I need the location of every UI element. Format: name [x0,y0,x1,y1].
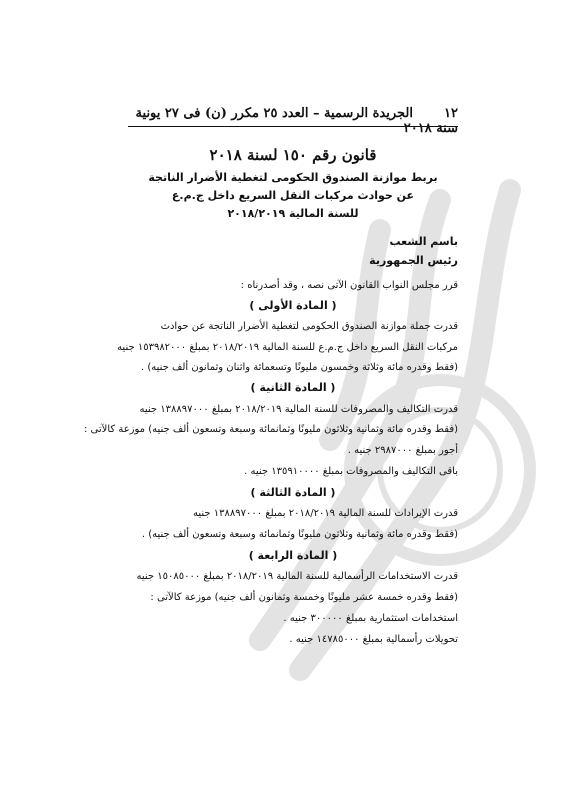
article-line: باقى التكاليف والمصروفات بمبلغ ١٣٥٩١٠٠٠٠ جنيه . [244,466,458,477]
running-header [128,106,458,136]
article-line: قدرت التكاليف والمصروفات للسنة المالية ٢٠١٨/٢٠١٩ بمبلغ ١٣٨٨٩٧٠٠٠ جنيه [139,404,458,415]
article-line: قدرت جملة موازنة الصندوق الحكومى لتغطية الأضرار الناتجة عن حوادث [160,321,458,332]
article-line: قدرت الاستخدامات الرأسمالية للسنة المالية ٢٠١٨/٢٠١٩ بمبلغ ١٥٠٨٥٠٠٠ جنيه [136,571,458,582]
president-heading: رئيس الجمهورية [369,254,458,267]
header-rule [128,126,458,127]
law-subtitle-line: للسنة المالية ٢٠١٨/٢٠١٩ [227,207,359,220]
law-title: قانون رقم ١٥٠ لسنة ٢٠١٨ [209,146,377,164]
article-line: (فقط وقدره مائة وثلاثة وخمسون مليونًا وتسعمائة واثنان وثمانون ألف جنيه) . [141,362,458,373]
article-line: مركبات النقل السريع داخل ج.م.ع للسنة المالية ٢٠١٨/٢٠١٩ بمبلغ ١٥٣٩٨٢٠٠٠ جنيه [117,342,458,353]
law-subtitle-line: عن حوادث مركبات النقل السريع داخل ج.م.ع [171,189,415,202]
article-line: استخدامات استثمارية بمبلغ ٣٠٠٠٠٠ جنيه . [283,613,458,624]
preamble: قرر مجلس النواب القانون الآتى نصه ، وقد أصدرناه : [240,280,458,291]
article-line: (فقط وقدره مائة وثمانية وثلاثون مليونًا وثمانمائة وسبعة وتسعون ألف جنيه) موزعة كالآتى : [84,424,458,435]
article-line: (فقط وقدره مائة وثمانية وثلاثون مليونًا وثمانمائة وسبعة وتسعون ألف جنيه) . [141,529,458,540]
article-heading: ( المادة الثانية ) [250,381,336,394]
article-heading: ( المادة الأولى ) [249,299,337,312]
article-line: (فقط وقدره خمسة عشر مليونًا وخمسة وثمانون ألف جنيه) موزعة كالآتى : [150,592,458,603]
article-line: تحويلات رأسمالية بمبلغ ١٤٧٨٥٠٠٠ جنيه . [289,634,458,645]
law-subtitle-line: بربط موازنة الصندوق الحكومى لتغطية الأضرار الناتجة [148,171,438,184]
article-heading: ( المادة الرابعة ) [248,549,338,562]
running-title: الجريدة الرسمية – العدد ٢٥ مكرر (ن) فى ٢٧ يونية سنة ٢٠١٨ [135,106,458,136]
in-the-name-of-people: باسم الشعب [389,235,458,248]
article-line: أجور بمبلغ ٢٩٨٧٠٠٠ جنيه . [347,445,458,456]
page-number: ١٢ [444,106,458,121]
article-heading: ( المادة الثالثة ) [250,486,336,499]
article-line: قدرت الإيرادات للسنة المالية ٢٠١٨/٢٠١٩ بمبلغ ١٣٨٨٩٧٠٠٠ جنيه [193,508,458,519]
